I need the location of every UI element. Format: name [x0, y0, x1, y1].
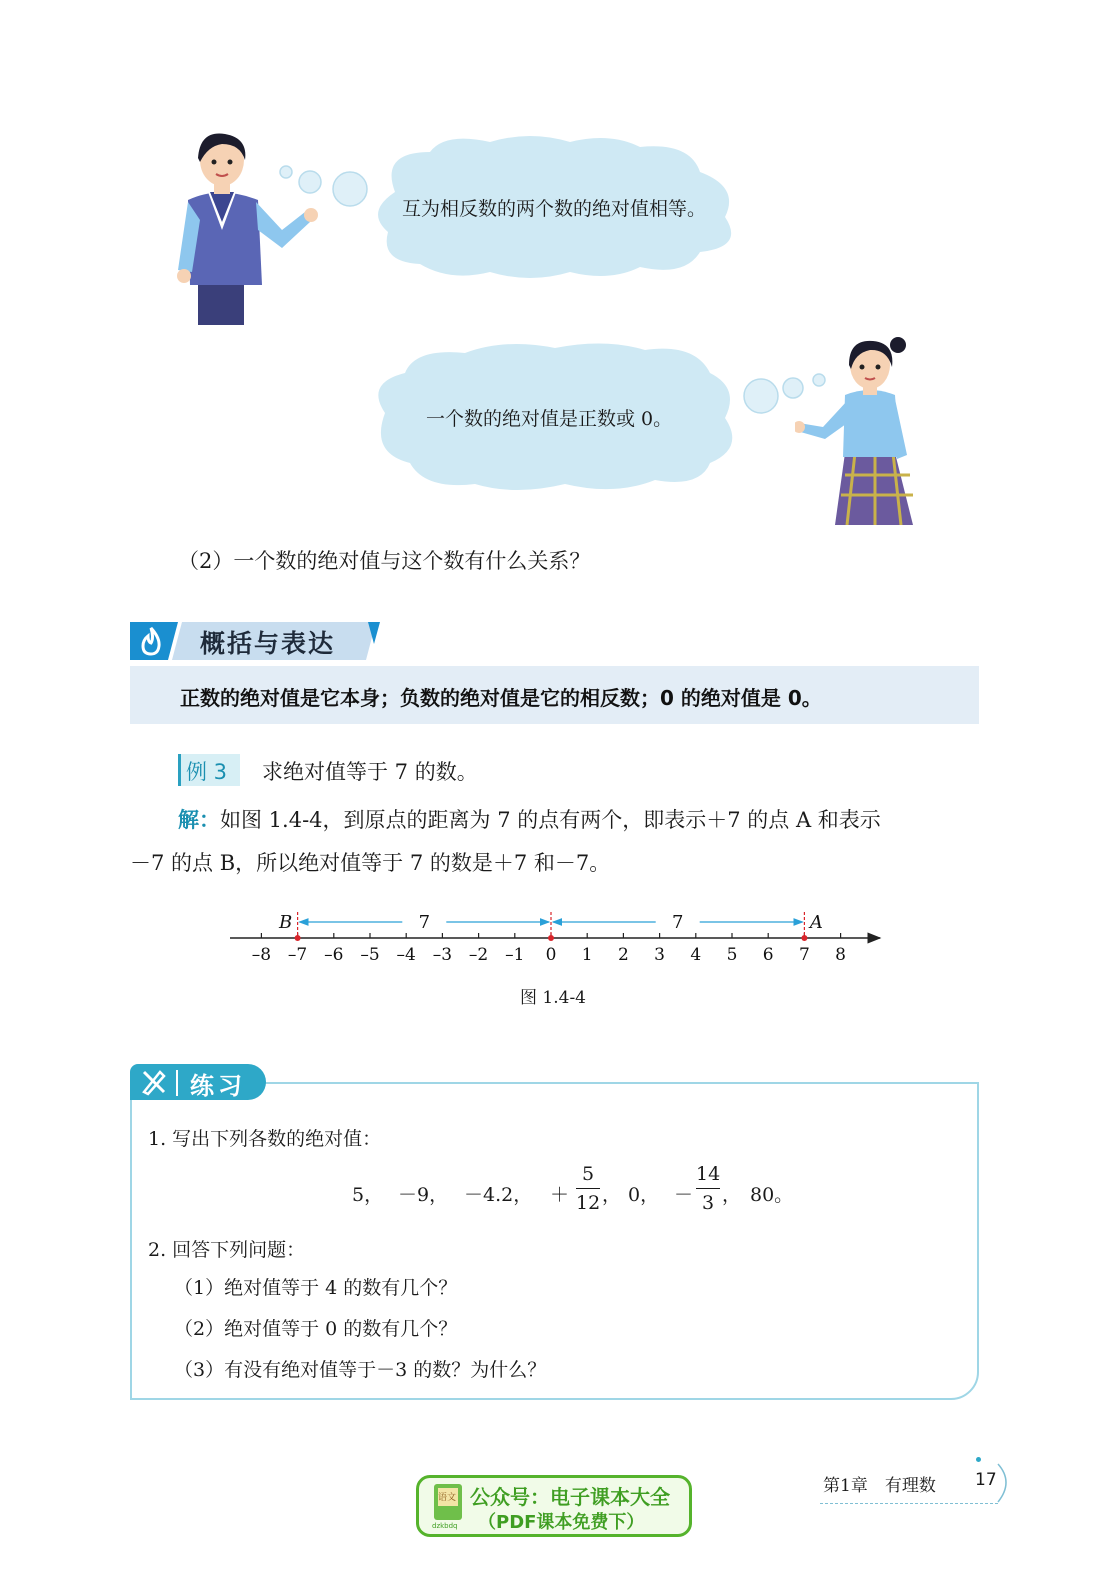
value-item: 0，: [628, 1184, 660, 1206]
tick-label: 1: [581, 945, 593, 965]
solution-line-2: －7 的点 B，所以绝对值等于 7 的数是＋7 和－7。: [130, 851, 611, 875]
value-item: 80。: [750, 1184, 794, 1206]
tick-label: –4: [396, 945, 416, 965]
tick-label: –5: [360, 945, 380, 965]
value-separator: ，: [602, 1184, 622, 1206]
book-icon-caption: dzkbdq: [432, 1522, 458, 1530]
fraction-denominator: 12: [576, 1192, 601, 1214]
practice-tab-divider: [176, 1070, 178, 1096]
tick-label: –3: [432, 945, 453, 965]
footer-divider: [820, 1503, 998, 1504]
fraction-denominator: 3: [701, 1192, 715, 1214]
tick-label: 0: [545, 945, 557, 965]
section-title: 概括与表达: [200, 629, 336, 658]
flame-icon: [138, 626, 164, 656]
value-item: －9，: [398, 1184, 449, 1206]
point-b-label: B: [278, 912, 293, 933]
point-dot: [548, 935, 554, 941]
point-dot: [801, 935, 807, 941]
tick-label: 6: [762, 945, 774, 965]
figure-caption: 图 1.4-4: [520, 988, 586, 1008]
point-a-label: A: [809, 912, 823, 933]
value-separator: ，: [722, 1184, 742, 1206]
example-label: 例 3: [186, 760, 228, 784]
practice-title: 练习: [190, 1072, 246, 1100]
example-question: 求绝对值等于 7 的数。: [262, 760, 478, 784]
solution-label: 解：: [178, 808, 220, 832]
fraction-sign: ＋: [550, 1184, 570, 1206]
question-text: （2）一个数的绝对值与这个数有什么关系？: [178, 549, 591, 573]
practice-q2: 2. 回答下列问题：: [148, 1239, 306, 1261]
tick-label: 2: [617, 945, 629, 965]
tick-label: –7: [287, 945, 308, 965]
fraction-bar: [696, 1188, 720, 1189]
value-item: －4.2，: [464, 1184, 533, 1206]
fraction-bar: [576, 1188, 600, 1189]
watermark-line-1: 公众号：电子课本大全: [470, 1485, 670, 1509]
pencil-ruler-icon: [140, 1068, 168, 1096]
page-number: 17: [975, 1470, 997, 1490]
practice-q2-item: （3）有没有绝对值等于－3 的数？为什么？: [174, 1359, 547, 1381]
fraction-numerator: 14: [696, 1163, 721, 1185]
solution-text-1: 如图 1.4-4，到原点的距离为 7 的点有两个，即表示＋7 的点 A 和表示: [220, 808, 881, 832]
page-number-arc: [996, 1462, 1016, 1504]
girl-bubble-text: 一个数的绝对值是正数或 0。: [426, 408, 673, 430]
practice-q2-item: （2）绝对值等于 0 的数有几个？: [174, 1318, 458, 1340]
practice-q2-item: （1）绝对值等于 4 的数有几个？: [174, 1277, 458, 1299]
practice-q1: 1. 写出下列各数的绝对值：: [148, 1128, 382, 1150]
summary-text: 正数的绝对值是它本身；负数的绝对值是它的相反数；0 的绝对值是 0。: [180, 686, 822, 710]
girl-illustration: [795, 335, 925, 525]
tick-label: –8: [251, 945, 272, 965]
fraction-sign: －: [674, 1184, 694, 1206]
value-item: 5，: [352, 1184, 384, 1206]
tick-label: 8: [835, 945, 847, 965]
tick-label: 4: [690, 945, 702, 965]
tick-label: 7: [798, 945, 810, 965]
number-line-figure: [228, 908, 888, 972]
fraction-numerator: 5: [581, 1163, 595, 1185]
tick-label: 3: [654, 945, 666, 965]
tick-label: –6: [324, 945, 344, 965]
solution-line-1: [178, 804, 881, 834]
footer-dot: [976, 1457, 981, 1462]
tick-label: –2: [468, 945, 489, 965]
boy-bubble-text: 互为相反数的两个数的绝对值相等。: [402, 198, 707, 220]
book-icon-text: 语文: [438, 1493, 457, 1503]
tick-label: –1: [505, 945, 525, 965]
footer-chapter: 第1章 有理数: [823, 1476, 936, 1496]
point-dot: [295, 935, 301, 941]
watermark-line-2: （PDF课本免费下）: [478, 1512, 645, 1533]
distance-right-label: 7: [671, 912, 684, 933]
distance-left-label: 7: [418, 912, 431, 933]
tick-label: 5: [726, 945, 738, 965]
